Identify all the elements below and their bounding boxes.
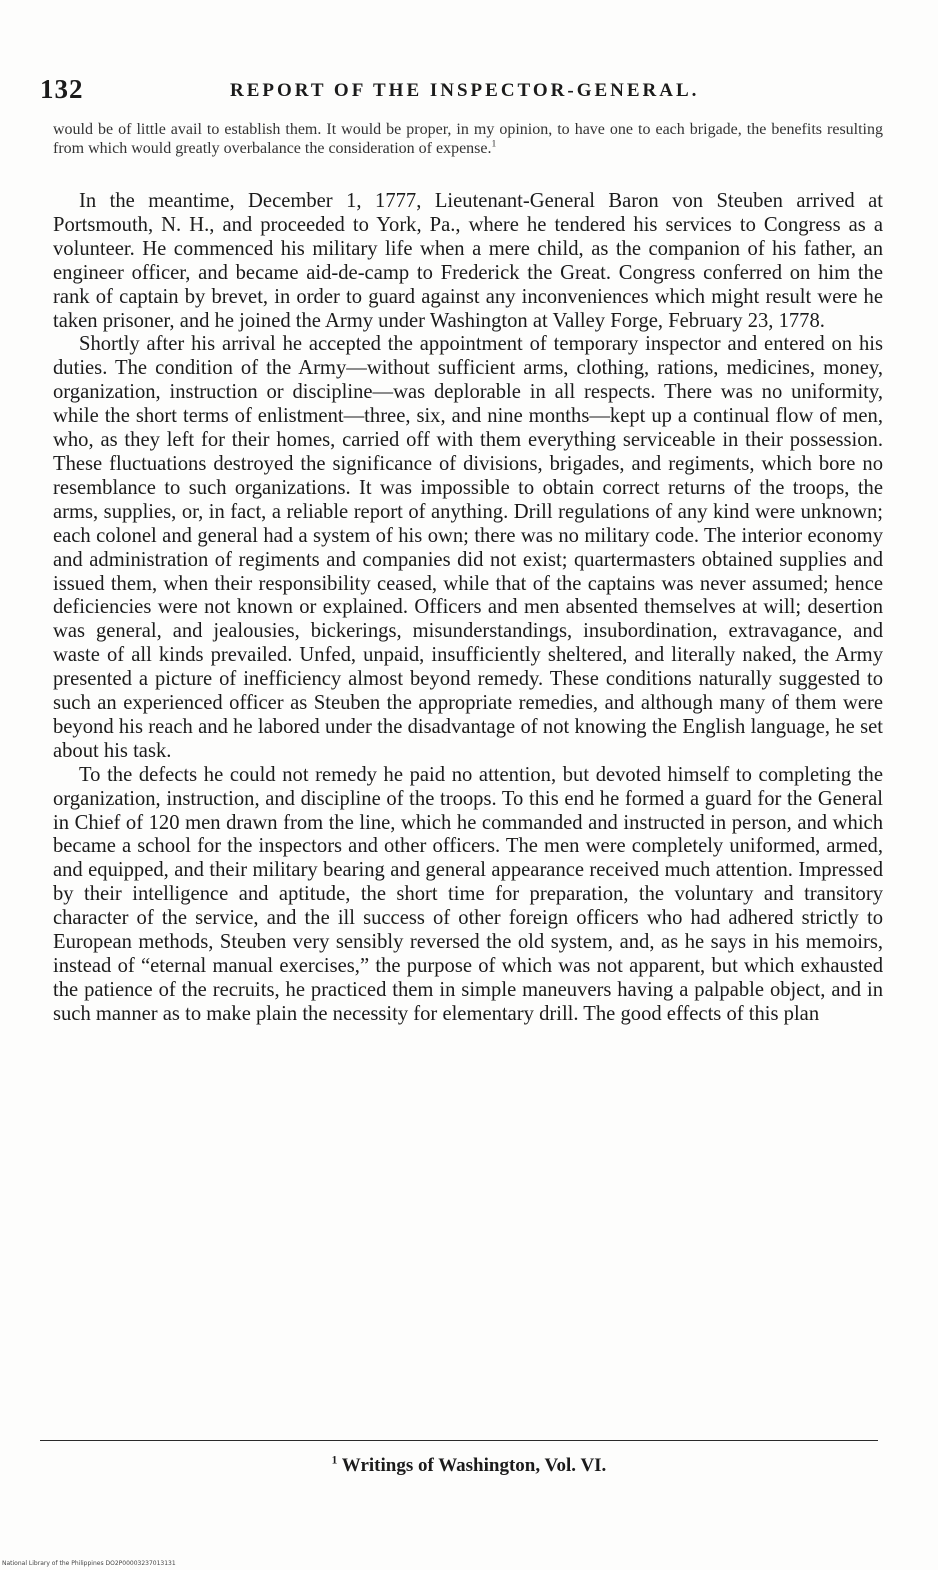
footnote-text: Writings of Washington, Vol. VI. [341,1455,607,1476]
paragraph-army-condition: Shortly after his arrival he accepted the appointment of temporary inspector and entered on his duties. The condition of the Army—without sufficient arms, clothing, rations, medicines, money, organization, instruction or discipline—was deplorable in all respects. There was no uniformity, while the short terms of enlistment—three, six, and nine months—kept up a continual flow of men, who, as they left for their homes, carried off with them everything serviceable in their possession. These fluctuations destroyed the significance of divisions, brigades, and regiments, which bore no resemblance to such organizations. It was impossible to obtain correct returns of the troops, the arms, supplies, or, in fact, a reliable report of anything. Drill regulations of any kind were unknown; each colonel and general had a system of his own; there was no military code. The interior economy and administration of regiments and companies did not exist; quartermasters obtained supplies and issued them, when their responsibility ceased, while that of the captains was never assumed; hence deficiencies were not known or explained. Officers and men absented themselves at will; desertion was general, and jealousies, bickerings, misunderstandings, insubordination, extravagance, and waste of all kinds prevailed. Unfed, unpaid, insufficiently sheltered, and literally naked, the Army presented a picture of inefficiency almost beyond remedy. These conditions naturally suggested to such an experienced officer as Steuben the appropriate remedies, and although many of them were beyond his reach and he labored under the disadvantage of not knowing the English language, he set about his task. [53,333,883,762]
library-imprint: National Library of the Philippines DO2P00003237013131 [2,1560,176,1567]
page-number: 132 [40,74,84,104]
body-text [53,190,883,1027]
footnote [0,1455,938,1477]
paragraph-steuben-reforms: To the defects he could not remedy he paid no attention, but devoted himself to completing the organization, instruction, and discipline of the troops. To this end he formed a guard for the General in Chief of 120 men drawn from the line, which he commanded and instructed in person, and which became a school for the inspectors and other officers. The men were completely uniformed, armed, and equipped, and their military bearing and general appearance received much attention. Impressed by their intelligence and aptitude, the short time for preparation, the voluntary and transitory character of the service, and the ill success of other foreign officers who had adhered strictly to European methods, Steuben very sensibly reversed the old system, and, as he says in his memoirs, instead of “eternal manual exercises,” the purpose of which was not apparent, but which exhausted the patience of the recruits, he practiced them in simple maneuvers having a palpable object, and in such manner as to make plain the necessity for elementary drill. The good effects of this plan [53,763,883,1025]
page-header [40,70,880,110]
continued-quotation [53,120,883,158]
footnote-reference: 1 [491,138,497,150]
continued-quotation-text: would be of little avail to establish them. It would be proper, in my opinion, to have one to each brigade, the benefits resulting from which would greatly overbalance the consideration of expense. [53,121,883,157]
running-title: REPORT OF THE INSPECTOR-GENERAL. [230,80,700,101]
paragraph-steuben-arrival: In the meantime, December 1, 1777, Lieutenant-General Baron von Steuben arrived at Portsmouth, N. H., and proceeded to York, Pa., where he tendered his services to Congress as a volunteer. He commenced his military life when a mere child, as the companion of his father, an engineer officer, and became aid-de-camp to Frederick the Great. Congress conferred on him the rank of captain by brevet, in order to guard against any inconveniences which might result were he taken prisoner, and he joined the Army under Washington at Valley Forge, February 23, 1778. [53,190,883,332]
footnote-marker: 1 [331,1454,338,1467]
footnote-divider [40,1440,878,1441]
